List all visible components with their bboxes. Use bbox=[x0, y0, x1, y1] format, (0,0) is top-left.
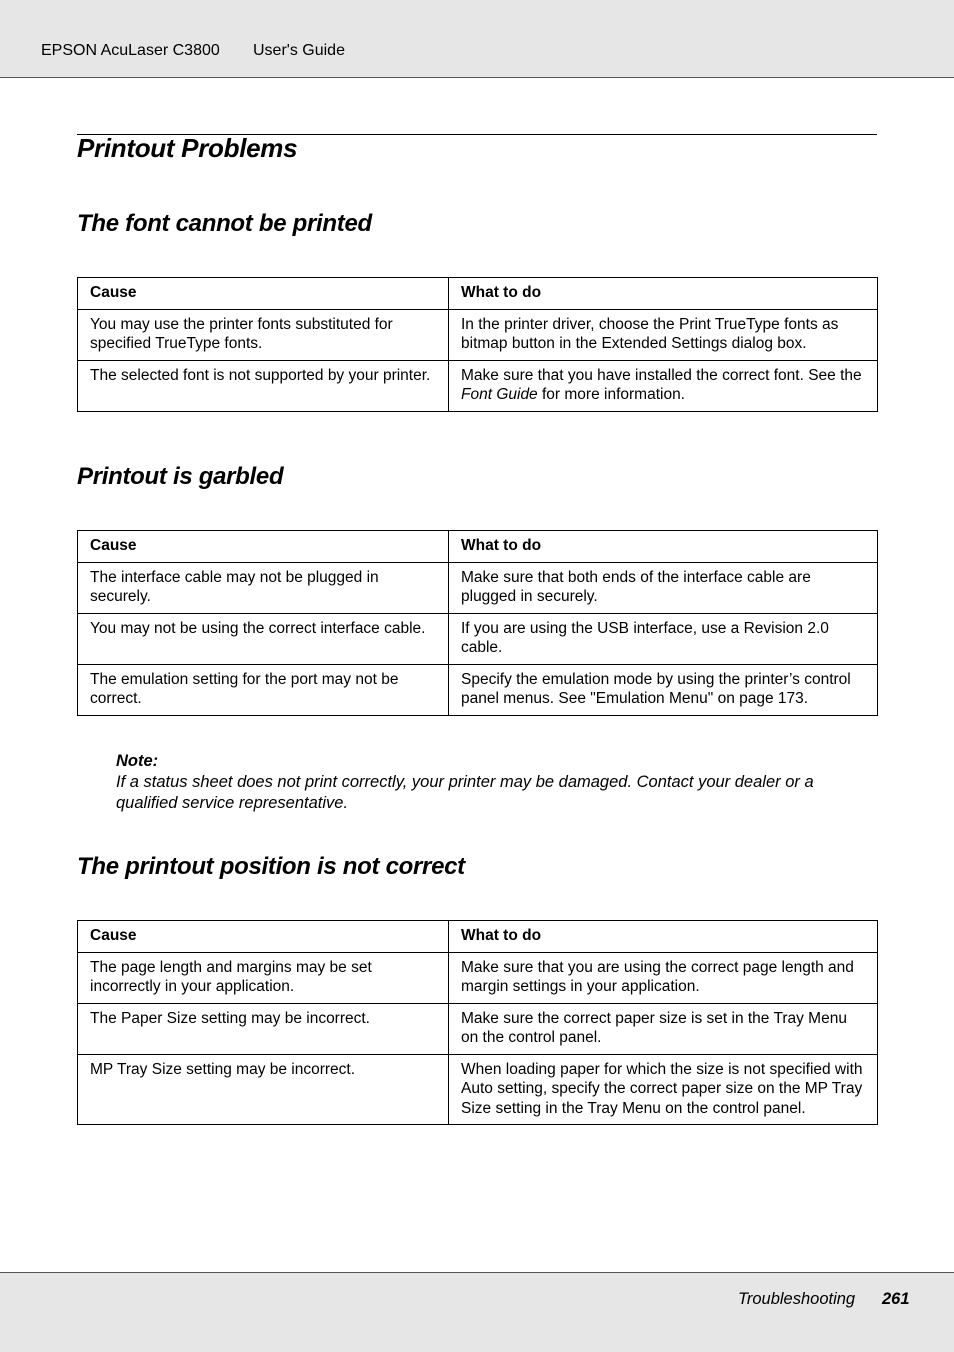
guide-title: User's Guide bbox=[253, 42, 345, 59]
column-header-cause: Cause bbox=[78, 531, 449, 563]
table-row bbox=[78, 1054, 878, 1125]
cause-cell: The Paper Size setting may be incorrect. bbox=[78, 1003, 449, 1054]
column-header-what-to-do: What to do bbox=[449, 921, 878, 953]
column-header-what-to-do: What to do bbox=[449, 278, 878, 310]
table-header-row bbox=[78, 278, 878, 310]
table-header-row bbox=[78, 531, 878, 563]
table-row bbox=[78, 664, 878, 715]
table-row bbox=[78, 562, 878, 613]
font-problem-table bbox=[77, 277, 878, 412]
cause-cell: The interface cable may not be plugged in securely. bbox=[78, 562, 449, 613]
what-to-do-cell: Specify the emulation mode by using the printer’s control panel menus. See "Emulation Menu" on page 173. bbox=[449, 664, 878, 715]
cause-cell: You may not be using the correct interface cable. bbox=[78, 613, 449, 664]
footer-section-name: Troubleshooting bbox=[738, 1290, 856, 1308]
column-header-what-to-do: What to do bbox=[449, 531, 878, 563]
table-row bbox=[78, 309, 878, 360]
table-row bbox=[78, 952, 878, 1003]
what-to-do-cell: Make sure the correct paper size is set in the Tray Menu on the control panel. bbox=[449, 1003, 878, 1054]
table-header-row bbox=[78, 921, 878, 953]
table-row bbox=[78, 613, 878, 664]
what-to-do-text: for more information. bbox=[537, 386, 685, 403]
note-label: Note: bbox=[116, 752, 159, 770]
what-to-do-cell bbox=[449, 360, 878, 411]
section-heading-garbled: Printout is garbled bbox=[77, 463, 284, 490]
cause-cell: MP Tray Size setting may be incorrect. bbox=[78, 1054, 449, 1125]
font-guide-reference: Font Guide bbox=[461, 386, 538, 403]
what-to-do-cell: Make sure that you are using the correct page length and margin settings in your application. bbox=[449, 952, 878, 1003]
what-to-do-cell: When loading paper for which the size is not specified with Auto setting, specify the correct paper size on the MP Tray Size setting in the Tray Menu on the control panel. bbox=[449, 1054, 878, 1125]
product-name: EPSON AcuLaser C3800 bbox=[41, 42, 220, 59]
what-to-do-text: Make sure that you have installed the correct font. See the bbox=[461, 366, 862, 384]
section-heading-position: The printout position is not correct bbox=[77, 853, 465, 880]
note-block bbox=[116, 751, 876, 814]
table-row bbox=[78, 1003, 878, 1054]
note-text: If a status sheet does not print correctly, your printer may be damaged. Contact your dealer or a qualified service representative. bbox=[116, 773, 814, 812]
cause-cell: You may use the printer fonts substituted for specified TrueType fonts. bbox=[78, 309, 449, 360]
position-problem-table bbox=[77, 920, 878, 1125]
cause-cell: The selected font is not supported by your printer. bbox=[78, 360, 449, 411]
page-title: Printout Problems bbox=[77, 133, 298, 163]
page-number: 261 bbox=[882, 1290, 910, 1308]
what-to-do-cell: Make sure that both ends of the interface cable are plugged in securely. bbox=[449, 562, 878, 613]
column-header-cause: Cause bbox=[78, 278, 449, 310]
garbled-problem-table bbox=[77, 530, 878, 716]
cause-cell: The page length and margins may be set incorrectly in your application. bbox=[78, 952, 449, 1003]
table-row bbox=[78, 360, 878, 411]
column-header-cause: Cause bbox=[78, 921, 449, 953]
page-header bbox=[0, 0, 954, 78]
cause-cell: The emulation setting for the port may not be correct. bbox=[78, 664, 449, 715]
section-heading-font: The font cannot be printed bbox=[77, 210, 372, 237]
what-to-do-cell: If you are using the USB interface, use a Revision 2.0 cable. bbox=[449, 613, 878, 664]
page-footer bbox=[0, 1272, 954, 1352]
what-to-do-cell: In the printer driver, choose the Print TrueType fonts as bitmap button in the Extended Settings dialog box. bbox=[449, 309, 878, 360]
